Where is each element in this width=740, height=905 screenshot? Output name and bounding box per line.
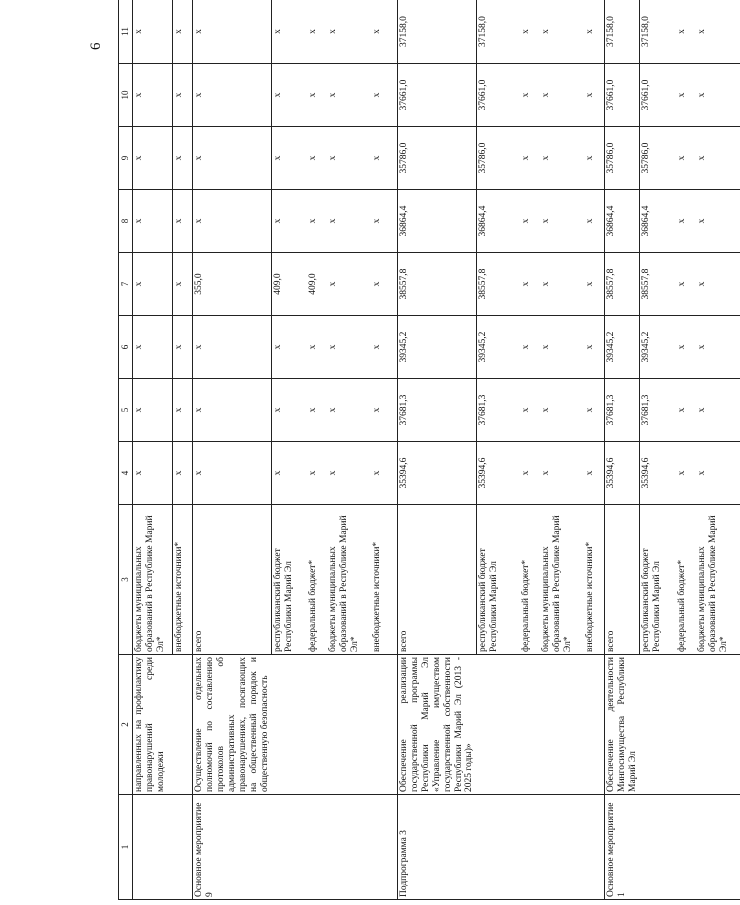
table-row	[520, 0, 540, 900]
year-value: x	[173, 64, 193, 127]
year-value: 36864,4	[476, 190, 520, 253]
year-value: x	[133, 316, 173, 379]
year-value: x	[676, 0, 696, 64]
funding-source: федеральный бюджет*	[520, 505, 540, 655]
table-row	[696, 0, 740, 900]
year-value: x	[676, 253, 696, 316]
year-value: x	[193, 379, 272, 442]
row-description	[476, 655, 520, 795]
year-value: x	[327, 253, 371, 316]
year-value: x	[540, 253, 584, 316]
row-category: Основное мероприятие 1	[604, 795, 639, 900]
column-header-1: 1	[119, 795, 133, 900]
year-value: x	[271, 127, 307, 190]
year-value: x	[676, 442, 696, 505]
row-category	[173, 795, 193, 900]
year-value: x	[133, 253, 173, 316]
budget-table	[118, 0, 740, 900]
year-value: x	[520, 190, 540, 253]
year-value: x	[173, 316, 193, 379]
table-row	[371, 0, 397, 900]
year-value: x	[173, 190, 193, 253]
year-value: x	[696, 190, 740, 253]
year-value: x	[584, 0, 604, 64]
year-value: x	[271, 64, 307, 127]
year-value: x	[371, 64, 397, 127]
year-value: x	[584, 442, 604, 505]
year-value: x	[540, 190, 584, 253]
year-value: 37158,0	[476, 0, 520, 64]
year-value: x	[133, 0, 173, 64]
row-description	[271, 655, 307, 795]
year-value: 38557,8	[640, 253, 676, 316]
year-value: x	[173, 379, 193, 442]
year-value: x	[676, 379, 696, 442]
column-header-9: 9	[119, 127, 133, 190]
year-value: x	[540, 316, 584, 379]
year-value: x	[371, 316, 397, 379]
row-description	[540, 655, 584, 795]
column-header-3: 3	[119, 505, 133, 655]
year-value: x	[307, 442, 327, 505]
year-value: 37681,3	[604, 379, 639, 442]
funding-source: бюджеты муниципальных образований в Республике Марий Эл*	[327, 505, 371, 655]
year-value: 36864,4	[397, 190, 476, 253]
year-value: x	[371, 253, 397, 316]
funding-source: федеральный бюджет*	[676, 505, 696, 655]
funding-source: республиканский бюджет Республики Марий Эл	[476, 505, 520, 655]
row-category	[271, 795, 307, 900]
year-value: 37661,0	[640, 64, 676, 127]
year-value: x	[307, 64, 327, 127]
year-value: x	[271, 0, 307, 64]
year-value: x	[584, 379, 604, 442]
row-category	[520, 795, 540, 900]
year-value: 35786,0	[604, 127, 639, 190]
year-value: x	[696, 64, 740, 127]
year-value: 39345,2	[604, 316, 639, 379]
funding-source: бюджеты муниципальных образований в Республике Марий Эл*	[133, 505, 173, 655]
row-category	[676, 795, 696, 900]
row-description	[676, 655, 696, 795]
year-value: x	[307, 316, 327, 379]
row-description	[173, 655, 193, 795]
year-value: x	[676, 64, 696, 127]
year-value: 37681,3	[397, 379, 476, 442]
row-description: Осуществление отдельных полномочий по составлению протоколов об административных правонарушениях, посягающих на общественный порядок и общественную безопасность	[193, 655, 272, 795]
year-value: x	[676, 316, 696, 379]
year-value: x	[540, 64, 584, 127]
page-number: 6	[88, 42, 104, 50]
year-value: x	[520, 64, 540, 127]
funding-source: внебюджетные источники*	[584, 505, 604, 655]
funding-source: республиканский бюджет Республики Марий Эл	[271, 505, 307, 655]
year-value: 35786,0	[397, 127, 476, 190]
table-row	[476, 0, 520, 900]
year-value: 35394,6	[604, 442, 639, 505]
year-value: x	[371, 0, 397, 64]
year-value: 39345,2	[476, 316, 520, 379]
year-value: x	[540, 127, 584, 190]
funding-source: всего	[397, 505, 476, 655]
year-value: x	[584, 190, 604, 253]
year-value: x	[307, 190, 327, 253]
year-value: x	[193, 442, 272, 505]
year-value: x	[271, 190, 307, 253]
table-row	[397, 0, 476, 900]
year-value: x	[520, 442, 540, 505]
year-value: x	[271, 442, 307, 505]
row-description	[584, 655, 604, 795]
year-value: x	[193, 190, 272, 253]
table-row	[327, 0, 371, 900]
table-row	[173, 0, 193, 900]
row-category	[307, 795, 327, 900]
funding-source: всего	[604, 505, 639, 655]
row-description: направленных на профилактику правонарушений среди молодежи	[133, 655, 173, 795]
year-value: 35786,0	[476, 127, 520, 190]
row-description	[371, 655, 397, 795]
table-row	[193, 0, 272, 900]
year-value: x	[676, 127, 696, 190]
year-value: x	[193, 64, 272, 127]
year-value: x	[696, 442, 740, 505]
column-header-11: 11	[119, 0, 133, 64]
year-value: x	[193, 127, 272, 190]
year-value: x	[696, 379, 740, 442]
table-row	[133, 0, 173, 900]
year-value: 37661,0	[604, 64, 639, 127]
column-header-8: 8	[119, 190, 133, 253]
funding-source: республиканский бюджет Республики Марий Эл	[640, 505, 676, 655]
year-value: x	[327, 379, 371, 442]
year-value: 35394,6	[397, 442, 476, 505]
year-value: x	[327, 442, 371, 505]
year-value: 39345,2	[397, 316, 476, 379]
table-row	[584, 0, 604, 900]
row-description	[327, 655, 371, 795]
rotated-table-sheet	[118, 0, 729, 900]
year-value: x	[584, 316, 604, 379]
row-description	[696, 655, 740, 795]
year-value: x	[540, 442, 584, 505]
year-value: 37661,0	[476, 64, 520, 127]
year-value: 37681,3	[640, 379, 676, 442]
year-value: x	[173, 127, 193, 190]
year-value: x	[676, 190, 696, 253]
year-value: x	[520, 253, 540, 316]
row-category	[476, 795, 520, 900]
table-row	[676, 0, 696, 900]
year-value: x	[327, 127, 371, 190]
year-value: x	[696, 316, 740, 379]
year-value: x	[584, 127, 604, 190]
column-number-row	[119, 0, 133, 900]
funding-source: всего	[193, 505, 272, 655]
table-row	[540, 0, 584, 900]
year-value: x	[271, 316, 307, 379]
row-category	[371, 795, 397, 900]
row-category	[327, 795, 371, 900]
row-category	[640, 795, 676, 900]
row-category	[584, 795, 604, 900]
year-value: 37158,0	[397, 0, 476, 64]
year-value: 35394,6	[476, 442, 520, 505]
year-value: 38557,8	[397, 253, 476, 316]
year-value: 38557,8	[476, 253, 520, 316]
row-description: Обеспечение реализации государственной программы Республики Марий Эл «Управление имуществом государственной собственности Республики Марий Эл (2013 - 2025 годы)»	[397, 655, 476, 795]
year-value: x	[520, 127, 540, 190]
year-value: 37158,0	[604, 0, 639, 64]
funding-source: внебюджетные источники*	[173, 505, 193, 655]
column-header-4: 4	[119, 442, 133, 505]
year-value: x	[193, 0, 272, 64]
column-header-7: 7	[119, 253, 133, 316]
table-row	[640, 0, 676, 900]
row-category	[696, 795, 740, 900]
funding-source: федеральный бюджет*	[307, 505, 327, 655]
funding-source: внебюджетные источники*	[371, 505, 397, 655]
year-value: x	[371, 379, 397, 442]
row-category	[133, 795, 173, 900]
year-value: x	[520, 316, 540, 379]
year-value: 37661,0	[397, 64, 476, 127]
table-row	[307, 0, 327, 900]
year-value: x	[520, 379, 540, 442]
year-value: x	[307, 0, 327, 64]
table-body	[133, 0, 740, 900]
year-value: x	[371, 442, 397, 505]
year-value: x	[271, 379, 307, 442]
year-value: x	[327, 0, 371, 64]
year-value: 38557,8	[604, 253, 639, 316]
year-value: x	[327, 64, 371, 127]
year-value: x	[173, 0, 193, 64]
year-value: x	[540, 379, 584, 442]
year-value: x	[173, 253, 193, 316]
row-description	[520, 655, 540, 795]
year-value: x	[133, 64, 173, 127]
row-category: Подпрограмма 3	[397, 795, 476, 900]
year-value: 39345,2	[640, 316, 676, 379]
row-category: Основное мероприятие 9	[193, 795, 272, 900]
year-value: x	[520, 0, 540, 64]
year-value: x	[584, 253, 604, 316]
column-header-2: 2	[119, 655, 133, 795]
row-description	[640, 655, 676, 795]
year-value: 409,0	[271, 253, 307, 316]
table-row	[271, 0, 307, 900]
year-value: x	[696, 127, 740, 190]
year-value: x	[173, 442, 193, 505]
year-value: x	[327, 190, 371, 253]
year-value: x	[696, 0, 740, 64]
funding-source: бюджеты муниципальных образований в Республике Марий Эл*	[696, 505, 740, 655]
year-value: x	[371, 127, 397, 190]
year-value: x	[133, 190, 173, 253]
year-value: x	[133, 442, 173, 505]
year-value: 409,0	[307, 253, 327, 316]
funding-source: бюджеты муниципальных образований в Республике Марий Эл*	[540, 505, 584, 655]
column-header-10: 10	[119, 64, 133, 127]
row-description	[307, 655, 327, 795]
year-value: x	[584, 64, 604, 127]
year-value: x	[133, 127, 173, 190]
year-value: 35394,6	[640, 442, 676, 505]
year-value: x	[307, 127, 327, 190]
year-value: 355,0	[193, 253, 272, 316]
row-description: Обеспечение деятельности Мингосимущества Республики Марий Эл	[604, 655, 639, 795]
year-value: 36864,4	[604, 190, 639, 253]
column-header-6: 6	[119, 316, 133, 379]
year-value: 37158,0	[640, 0, 676, 64]
year-value: 37681,3	[476, 379, 520, 442]
year-value: x	[133, 379, 173, 442]
year-value: x	[193, 316, 272, 379]
year-value: x	[371, 190, 397, 253]
year-value: x	[307, 379, 327, 442]
year-value: 35786,0	[640, 127, 676, 190]
year-value: 36864,4	[640, 190, 676, 253]
year-value: x	[696, 253, 740, 316]
row-category	[540, 795, 584, 900]
table-row	[604, 0, 639, 900]
year-value: x	[327, 316, 371, 379]
year-value: x	[540, 0, 584, 64]
column-header-5: 5	[119, 379, 133, 442]
